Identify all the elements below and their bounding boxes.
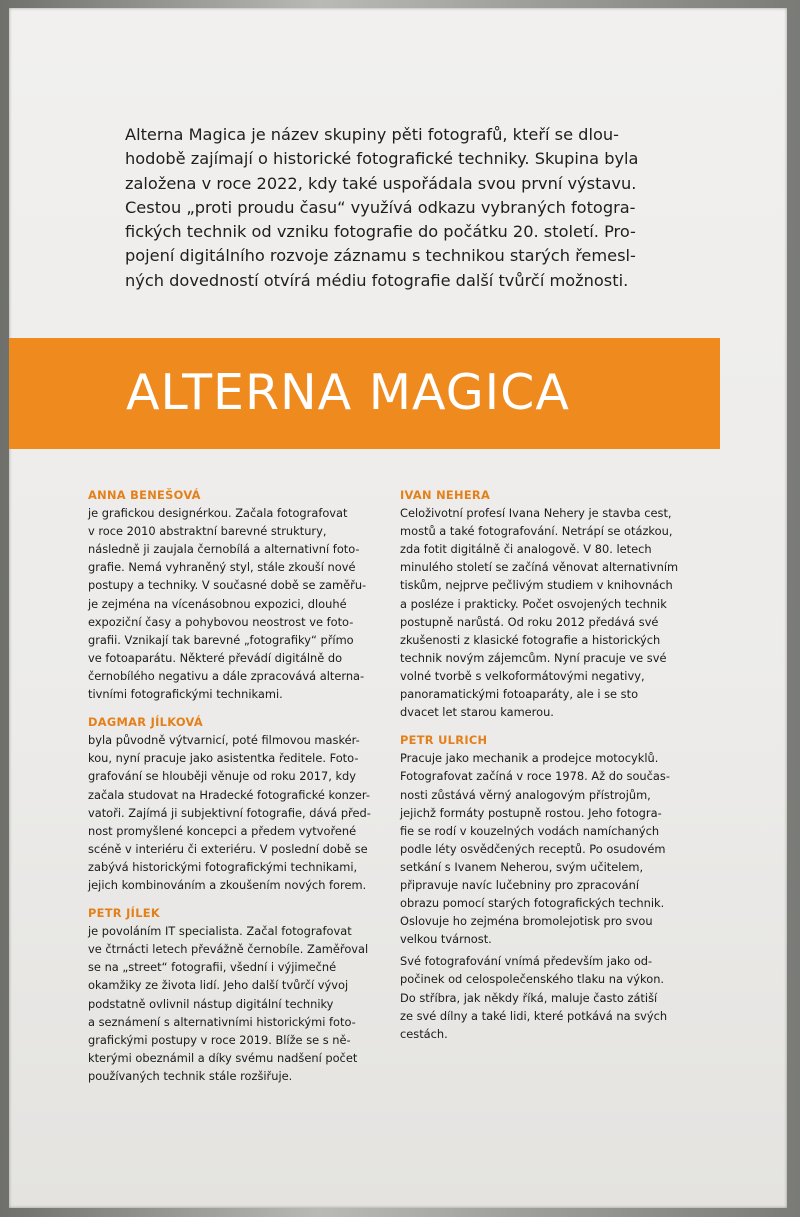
poster-panel bbox=[9, 8, 787, 1208]
intro-line: fických technik od vzniku fotografie do počátku 20. století. Pro- bbox=[125, 222, 636, 242]
bio-line: postupy a techniky. V současné době se zaměřu- bbox=[88, 578, 367, 593]
intro-line: Alterna Magica je název skupiny pěti fotografů, kteří se dlou- bbox=[125, 125, 619, 144]
bio-line: Své fotografování vnímá především jako od- bbox=[400, 954, 653, 969]
bio-line: nost promyšlené koncepci a předem vytvořené bbox=[88, 823, 357, 838]
bio-line: v roce 2010 abstraktní barevné struktury, bbox=[88, 524, 327, 539]
bio-line: podstatně ovlivnil nástup digitální techniky bbox=[88, 996, 334, 1011]
bio-line: dvacet let starou kamerou. bbox=[400, 705, 554, 720]
bio-name: DAGMAR JÍLKOVÁ bbox=[88, 715, 203, 730]
bio-text bbox=[88, 922, 388, 1085]
banner-title: ALTERNA MAGICA bbox=[126, 364, 570, 421]
intro-line: hodobě zajímají o historické fotografické techniky. Skupina byla bbox=[125, 149, 639, 169]
bio-line: připravuje navíc lučebniny pro zpracování bbox=[400, 877, 640, 892]
bio-line: zkušenosti z klasické fotografie a historických bbox=[400, 632, 661, 647]
bio-line: cestách. bbox=[400, 1026, 448, 1041]
bio-line: Oslovuje ho zejména bromolejotisk pro svou bbox=[400, 914, 653, 929]
bio-line: počinek od celospolečenského tlaku na výkon. bbox=[400, 972, 665, 987]
title-banner bbox=[9, 338, 720, 449]
bio-text-second-paragraph bbox=[400, 952, 710, 1042]
bio-line: technik novým zájemcům. Nyní pracuje ve své bbox=[400, 650, 667, 665]
bio-line: ve fotoaparátu. Některé převádí digitálně do bbox=[88, 650, 343, 665]
bio-line: a posléze i prakticky. Počet osvojených technik bbox=[400, 596, 667, 611]
bio-petr-jilek bbox=[88, 904, 388, 1085]
bio-text bbox=[88, 504, 388, 703]
bio-line: je zejména na vícenásobnou expozici, dlouhé bbox=[88, 596, 347, 611]
bio-line: grafickými postupy v roce 2019. Blíže se s ně- bbox=[88, 1032, 351, 1047]
bio-line: se na „street“ fotografii, všední i výjimečné bbox=[88, 960, 337, 975]
bio-dagmar-jilkova bbox=[88, 713, 388, 894]
bio-name: IVAN NEHERA bbox=[400, 488, 491, 502]
bio-line: velkou tvárnost. bbox=[400, 932, 492, 947]
left-column bbox=[88, 486, 388, 1095]
bio-line: minulého století se začíná věnovat alternativním bbox=[400, 560, 679, 575]
bio-line: scéně v interiéru či exteriéru. V poslední době se bbox=[88, 841, 368, 856]
right-column bbox=[400, 486, 710, 1053]
bio-line: fie se rodí v kouzelných vodách namíchaných bbox=[400, 823, 660, 838]
bio-line: kterými obeznámil a díky svému nadšení počet bbox=[88, 1050, 358, 1065]
intro-line: pojení digitálního rozvoje záznamu s technikou starých řemesl- bbox=[125, 246, 636, 266]
bio-line: tivními fotografickými technikami. bbox=[88, 687, 283, 702]
bio-name: ANNA BENEŠOVÁ bbox=[88, 488, 201, 502]
bio-line: podle léty osvědčených receptů. Po osudovém bbox=[400, 841, 666, 856]
bio-line: obrazu pomocí starých fotografických technik. bbox=[400, 896, 665, 911]
bio-line: zda fotit digitálně či analogově. V 80. letech bbox=[400, 542, 652, 557]
intro-line: ných dovedností otvírá médiu fotografie další tvůrčí možnosti. bbox=[125, 270, 629, 290]
bio-line: ze své dílny a také lidi, které potkává na svých bbox=[400, 1008, 668, 1023]
intro-line: založena v roce 2022, kdy také uspořádala svou první výstavu. bbox=[125, 173, 637, 193]
bio-line: následně ji zaujala černobílá a alternativní foto- bbox=[88, 542, 360, 557]
bio-name: PETR JÍLEK bbox=[88, 906, 160, 921]
bio-line: volné tvorbě s velkoformátovými negativy, bbox=[400, 668, 645, 683]
bio-line: kou, nyní pracuje jako asistentka ředitele. Foto- bbox=[88, 751, 359, 766]
bio-text bbox=[400, 749, 710, 948]
bio-line: začala studovat na Hradecké fotografické konzer- bbox=[88, 787, 370, 802]
bio-line: ve čtrnácti letech převážně černobíle. Zaměřoval bbox=[88, 942, 369, 957]
bio-line: zabývá historickými fotografickými technikami, bbox=[88, 859, 358, 874]
bio-line: je povoláním IT specialista. Začal fotografovat bbox=[88, 924, 352, 939]
bio-line: byla původně výtvarnicí, poté filmovou maskér- bbox=[88, 733, 360, 748]
bio-line: grafování se hlouběji věnuje od roku 2017, kdy bbox=[88, 769, 357, 784]
bio-line: vatoři. Zajímá ji subjektivní fotografie, dává před- bbox=[88, 805, 371, 820]
bio-line: panoramatickými fotoaparáty, ale i se sto bbox=[400, 687, 639, 702]
intro-line: Cestou „proti proudu času“ využívá odkazu vybraných fotogra- bbox=[125, 197, 636, 217]
bio-line: Celoživotní profesí Ivana Nehery je stavba cest, bbox=[400, 506, 672, 521]
bio-line: používaných technik stále rozšiřuje. bbox=[88, 1068, 293, 1083]
bio-line: postupně narůstá. Od roku 2012 předává své bbox=[400, 614, 659, 629]
bio-text bbox=[400, 504, 710, 721]
bio-line: grafie. Nemá vyhraněný styl, stále zkouší nové bbox=[88, 560, 356, 575]
bio-line: tiskům, nejprve pečlivým studiem v knihovnách bbox=[400, 578, 673, 593]
bio-anna-benesova bbox=[88, 486, 388, 703]
bio-line: jejichž formáty postupně rostou. Jeho fotogra- bbox=[400, 805, 662, 820]
bio-line: jejich kombinováním a zkoušením nových forem. bbox=[88, 877, 367, 892]
bio-line: černobílého negativu a dále zpracovává alterna- bbox=[88, 668, 365, 683]
bio-line: Fotografovat začíná v roce 1978. Až do součas- bbox=[400, 769, 670, 784]
bio-name: PETR ULRICH bbox=[400, 733, 488, 748]
bio-line: expoziční časy a pohybovou neostrost ve foto- bbox=[88, 614, 354, 629]
bio-line: a seznámení s alternativními historickými foto- bbox=[88, 1014, 356, 1029]
bio-ivan-nehera bbox=[400, 486, 710, 721]
bio-line: grafii. Vznikají tak barevné „fotografiky“ přímo bbox=[88, 632, 354, 647]
bio-line: setkání s Ivanem Neherou, svým učitelem, bbox=[400, 859, 644, 874]
bio-line: nosti zůstává věrný analogovým přístrojům, bbox=[400, 787, 651, 802]
bio-petr-ulrich bbox=[400, 731, 710, 1043]
intro-paragraph bbox=[125, 123, 725, 293]
bio-line: mostů a také fotografování. Netrápí se otázkou, bbox=[400, 524, 673, 539]
bio-line: Do stříbra, jak někdy říká, maluje často zátiší bbox=[400, 990, 658, 1005]
bio-line: Pracuje jako mechanik a prodejce motocyklů. bbox=[400, 751, 659, 766]
bio-line: je grafickou designérkou. Začala fotografovat bbox=[88, 506, 348, 521]
bio-line: okamžiky ze života lidí. Jeho další tvůrčí vývoj bbox=[88, 978, 349, 993]
bio-text bbox=[88, 731, 388, 894]
